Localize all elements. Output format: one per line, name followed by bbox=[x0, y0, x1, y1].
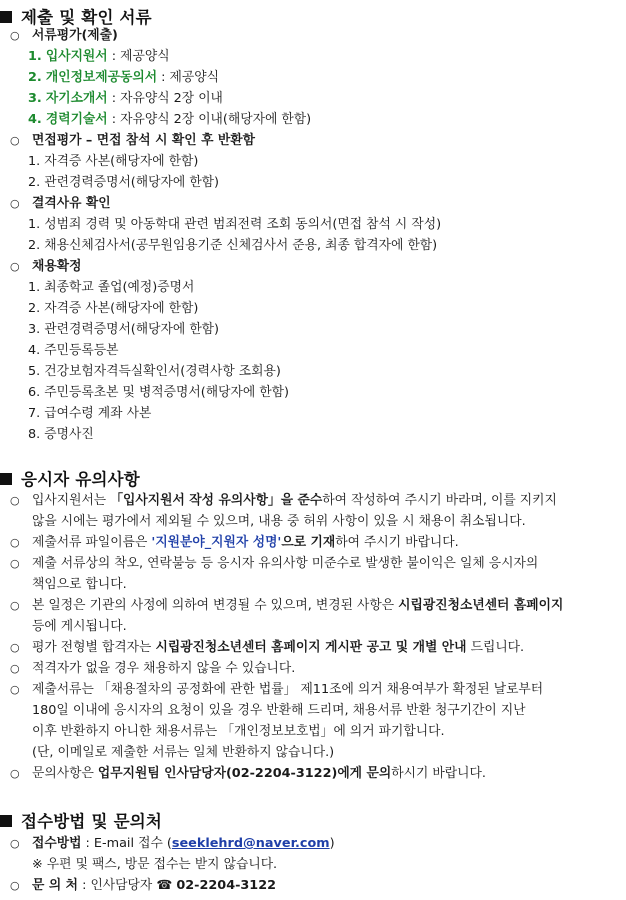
circle-bullet-icon: ○ bbox=[10, 879, 20, 892]
confirm-item-2: 2. 자격증 사본(해당자에 한함) bbox=[28, 301, 199, 316]
application-method: ○ 접수방법 : E-mail 접수 (seeklehrd@naver.com) bbox=[6, 834, 335, 853]
doc-eval-item-2: 2. 개인정보제공동의서 : 제공양식 bbox=[28, 70, 220, 85]
circle-bullet-icon: ○ bbox=[10, 599, 20, 612]
confirm-item-5: 5. 건강보험자격득실확인서(경력사항 조회용) bbox=[28, 364, 281, 379]
note-2: ○ 제출서류 파일이름은 '지원분야_지원자 성명'으로 기재하여 주시기 바랍니다. bbox=[6, 533, 459, 552]
note-7-line-4: (단, 이메일로 제출한 서류는 일체 반환하지 않습니다.) bbox=[32, 745, 335, 760]
confirm-item-3: 3. 관련경력증명서(해당자에 한함) bbox=[28, 322, 220, 337]
disqualification-item-2: 2. 채용신체검사서(공무원임용기준 신체검사서 준용, 최종 합격자에 한함) bbox=[28, 238, 438, 253]
circle-bullet-icon: ○ bbox=[10, 837, 20, 850]
doc-eval-item-3: 3. 자기소개서 : 자유양식 2장 이내 bbox=[28, 91, 223, 106]
email-link[interactable]: seeklehrd@naver.com bbox=[171, 836, 330, 851]
note-7-line-3: 이후 반환하지 아니한 채용서류는 「개인정보보호법」에 의거 파기합니다. bbox=[32, 724, 445, 739]
disqualification-item-1: 1. 성범죄 경력 및 아동학대 관련 범죄전력 조회 동의서(면접 참석 시 작성) bbox=[28, 217, 442, 232]
application-note: ※ 우편 및 팩스, 방문 접수는 받지 않습니다. bbox=[32, 857, 278, 872]
note-7-line-2: 180일 이내에 응시자의 요청이 있을 경우 반환해 드리며, 채용서류 반환 청구기간이 지난 bbox=[32, 703, 526, 718]
circle-bullet-icon: ○ bbox=[10, 557, 20, 570]
section-title-notes: 응시자 유의사항 bbox=[0, 466, 140, 490]
note-7-line-1: ○ 제출서류는 「채용절차의 공정화에 관한 법률」 제11조에 의거 채용여부가 확정된 날로부터 bbox=[6, 680, 543, 699]
note-1-line-1: ○ 입사지원서는 「입사지원서 작성 유의사항」을 준수하여 작성하여 주시기 바라며, 이를 지키지 bbox=[6, 491, 557, 510]
interview-heading: ○ 면접평가 – 면접 참석 시 확인 후 반환함 bbox=[6, 131, 255, 150]
section-title-application: 접수방법 및 문의처 bbox=[0, 808, 162, 832]
note-3-line-1: ○ 제출 서류상의 착오, 연락불능 등 응시자 유의사항 미준수로 발생한 불이익은 일체 응시자의 bbox=[6, 554, 538, 573]
square-bullet-icon bbox=[0, 11, 12, 23]
note-3-line-2: 책임으로 합니다. bbox=[32, 577, 127, 592]
circle-bullet-icon: ○ bbox=[10, 197, 20, 210]
circle-bullet-icon: ○ bbox=[10, 29, 20, 42]
circle-bullet-icon: ○ bbox=[10, 536, 20, 549]
phone-number: 02-2204-3122 bbox=[176, 878, 277, 893]
circle-bullet-icon: ○ bbox=[10, 767, 20, 780]
note-5: ○ 평가 전형별 합격자는 시립광진청소년센터 홈페이지 게시판 공고 및 개별 안내 드립니다. bbox=[6, 638, 524, 657]
note-8: ○ 문의사항은 업무지원팀 인사담당자(02-2204-3122)에게 문의하시기 바랍니다. bbox=[6, 764, 486, 783]
phone-icon: ☎ bbox=[156, 878, 173, 893]
confirm-heading: ○ 채용확정 bbox=[6, 257, 81, 276]
doc-eval-item-4: 4. 경력기술서 : 자유양식 2장 이내(해당자에 한함) bbox=[28, 112, 312, 127]
confirm-item-1: 1. 최종학교 졸업(예정)증명서 bbox=[28, 280, 195, 295]
square-bullet-icon bbox=[0, 815, 12, 827]
doc-eval-heading: ○ 서류평가(제출) bbox=[6, 26, 118, 45]
confirm-item-6: 6. 주민등록초본 및 병적증명서(해당자에 한함) bbox=[28, 385, 289, 400]
circle-bullet-icon: ○ bbox=[10, 134, 20, 147]
circle-bullet-icon: ○ bbox=[10, 683, 20, 696]
contact-line: ○ 문 의 처 : 인사담당자 ☎ 02-2204-3122 bbox=[6, 876, 276, 895]
note-1-line-2: 않을 시에는 평가에서 제외될 수 있으며, 내용 중 허위 사항이 있을 시 채용이 취소됩니다. bbox=[32, 514, 526, 529]
disqualification-heading: ○ 결격사유 확인 bbox=[6, 194, 111, 213]
note-6: ○ 적격자가 없을 경우 채용하지 않을 수 있습니다. bbox=[6, 659, 295, 678]
note-4-line-2: 등에 게시됩니다. bbox=[32, 619, 127, 634]
circle-bullet-icon: ○ bbox=[10, 260, 20, 273]
note-4-line-1: ○ 본 일정은 기관의 사정에 의하여 변경될 수 있으며, 변경된 사항은 시립광진청소년센터 홈페이지 bbox=[6, 596, 563, 615]
interview-item-1: 1. 자격증 사본(해당자에 한함) bbox=[28, 154, 199, 169]
circle-bullet-icon: ○ bbox=[10, 641, 20, 654]
section-title-documents: 제출 및 확인 서류 bbox=[0, 4, 152, 28]
confirm-item-4: 4. 주민등록등본 bbox=[28, 343, 119, 358]
interview-item-2: 2. 관련경력증명서(해당자에 한함) bbox=[28, 175, 220, 190]
square-bullet-icon bbox=[0, 473, 12, 485]
circle-bullet-icon: ○ bbox=[10, 494, 20, 507]
confirm-item-8: 8. 증명사진 bbox=[28, 427, 94, 442]
circle-bullet-icon: ○ bbox=[10, 662, 20, 675]
confirm-item-7: 7. 급여수령 계좌 사본 bbox=[28, 406, 152, 421]
doc-eval-item-1: 1. 입사지원서 : 제공양식 bbox=[28, 49, 170, 64]
